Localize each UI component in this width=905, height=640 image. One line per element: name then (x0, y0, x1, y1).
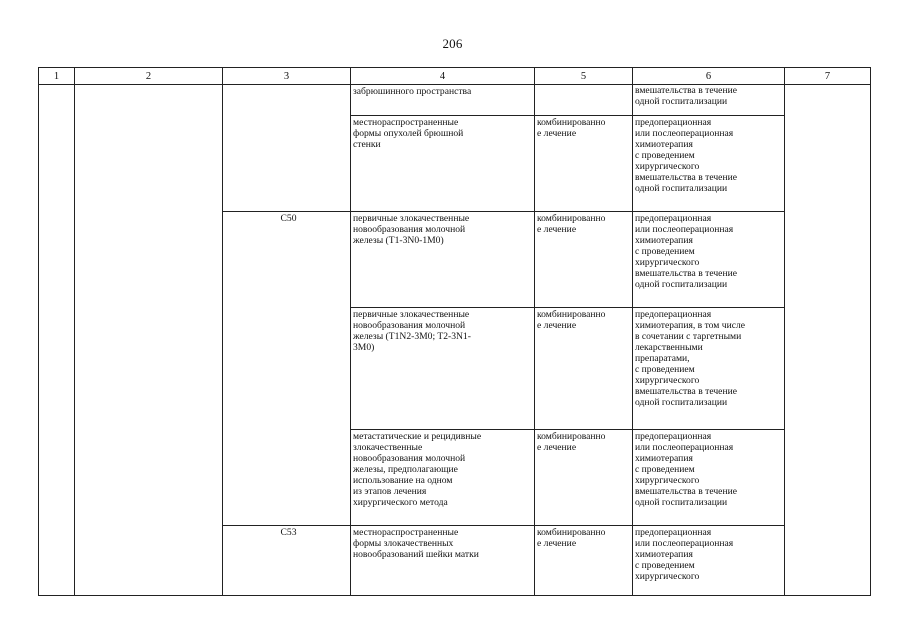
cell-diagnosis: местнораспространенные формы злокачественных новообразований шейки матки (351, 526, 535, 596)
cell-treatment-type: комбинированно е лечение (535, 116, 633, 212)
header-col-4: 4 (351, 68, 535, 85)
cell-diagnosis: забрюшинного пространства (351, 85, 535, 116)
header-col-7: 7 (785, 68, 871, 85)
cell-method: предоперационная или послеоперационная химиотерапия с проведением хирургического (633, 526, 785, 596)
cell-method: вмешательства в течение одной госпитализации (633, 85, 785, 116)
cell-code: C53 (223, 526, 351, 596)
cell-col-2 (75, 85, 223, 596)
header-col-6: 6 (633, 68, 785, 85)
cell-diagnosis: метастатические и рецидивные злокачественные новообразования молочной железы, предполагающие использование на одном из этапов лечения хирургического метода (351, 430, 535, 526)
cell-treatment-type: комбинированно е лечение (535, 430, 633, 526)
cell-col-1 (39, 85, 75, 596)
cell-treatment-type (535, 85, 633, 116)
cell-treatment-type: комбинированно е лечение (535, 308, 633, 430)
cell-method: предоперационная или послеоперационная химиотерапия с проведением хирургического вмешательства в течение одной госпитализации (633, 116, 785, 212)
header-col-2: 2 (75, 68, 223, 85)
cell-diagnosis: первичные злокачественные новообразования молочной железы (T1-3N0-1M0) (351, 212, 535, 308)
cell-diagnosis: первичные злокачественные новообразования молочной железы (T1N2-3M0; T2-3N1- 3M0) (351, 308, 535, 430)
header-col-5: 5 (535, 68, 633, 85)
header-col-1: 1 (39, 68, 75, 85)
page-number: 206 (442, 36, 463, 51)
medical-care-table (38, 67, 871, 596)
cell-treatment-type: комбинированно е лечение (535, 212, 633, 308)
table-row (39, 85, 871, 116)
cell-code (223, 85, 351, 212)
cell-diagnosis: местнораспространенные формы опухолей брюшной стенки (351, 116, 535, 212)
cell-method: предоперационная химиотерапия, в том числе в сочетании с таргетными лекарственными препаратами, с проведением хирургического вмешательства в течение одной госпитализации (633, 308, 785, 430)
cell-col-7 (785, 85, 871, 596)
header-row (39, 68, 871, 85)
header-col-3: 3 (223, 68, 351, 85)
cell-method: предоперационная или послеоперационная химиотерапия с проведением хирургического вмешательства в течение одной госпитализации (633, 212, 785, 308)
cell-code: C50 (223, 212, 351, 526)
cell-method: предоперационная или послеоперационная химиотерапия с проведением хирургического вмешательства в течение одной госпитализации (633, 430, 785, 526)
cell-treatment-type: комбинированно е лечение (535, 526, 633, 596)
